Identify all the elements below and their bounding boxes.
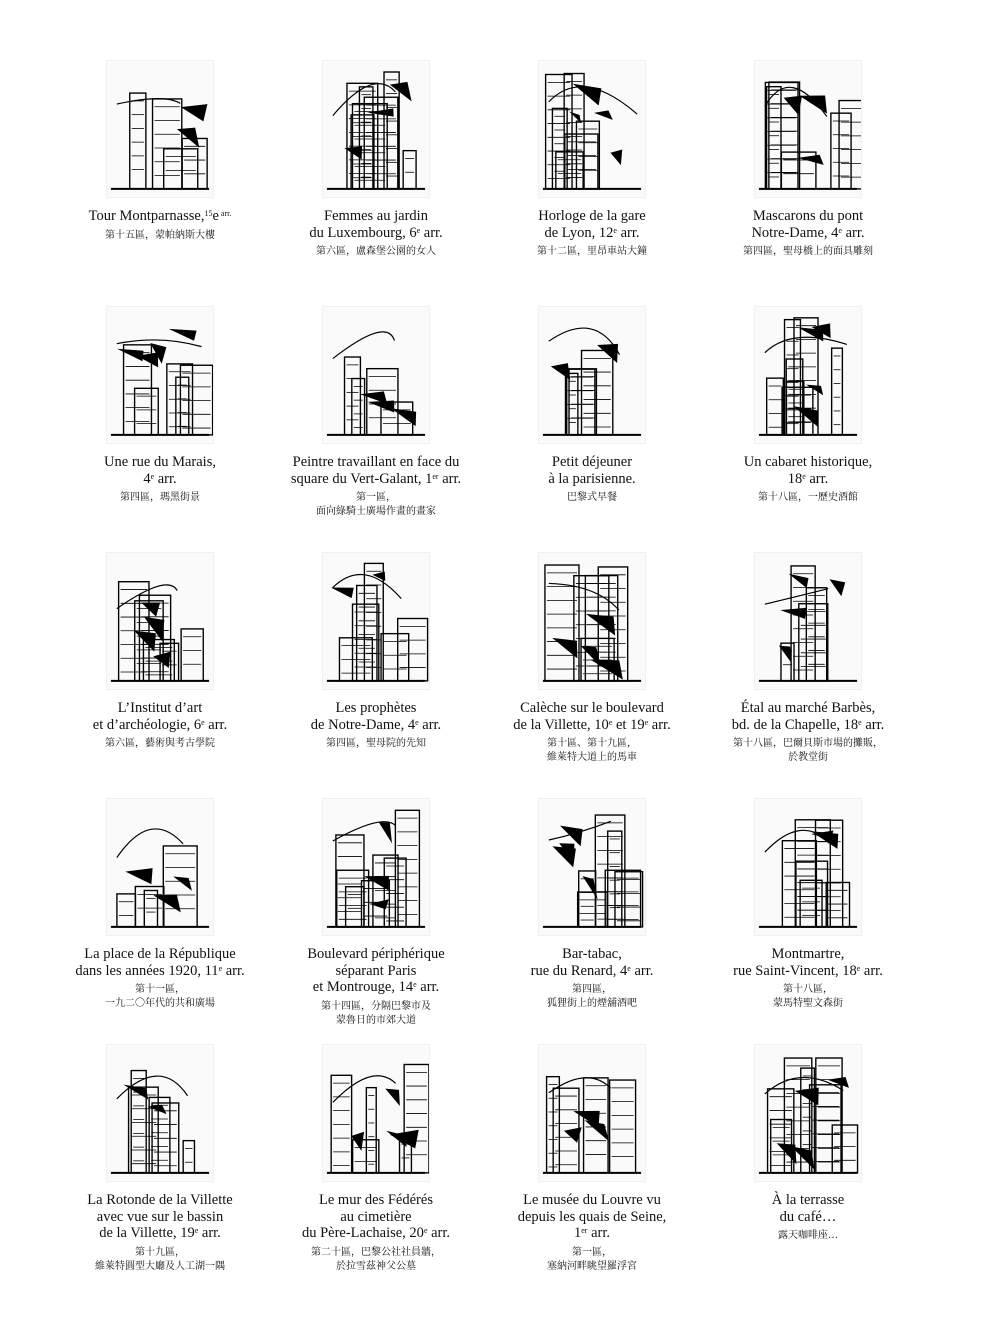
ordinal-superscript: e (201, 717, 205, 727)
chinese-caption: 第四區，聖母院的先知 (326, 738, 426, 749)
caption-text: arr. (630, 962, 654, 979)
chinese-caption: 第四區，瑪黑街景 (120, 492, 200, 503)
caption-card (268, 60, 484, 306)
ordinal-superscript: e (613, 225, 617, 235)
caption-text: arr. (204, 716, 228, 733)
french-caption (302, 1192, 450, 1242)
ordinal-superscript: e (413, 980, 417, 989)
french-caption (291, 454, 461, 487)
caption-card (700, 60, 916, 306)
caption-text: arr. (805, 470, 829, 487)
caption-text: arr. (198, 1225, 221, 1241)
ordinal-superscript: e (856, 963, 861, 973)
ordinal-superscript: e (627, 963, 631, 973)
french-caption (307, 946, 444, 996)
bar-tabac-illustration (538, 798, 646, 936)
ordinal-superscript: e (416, 225, 421, 235)
painter-illustration (322, 306, 430, 444)
ordinal-superscript: er (432, 471, 439, 481)
ordinal-superscript: e (608, 717, 613, 727)
caption-text: La place de la République dans les années 1920, 11 (75, 946, 236, 979)
caption-text: arr. (416, 979, 440, 995)
french-caption (309, 208, 442, 241)
caption-text: et 19 (612, 716, 645, 733)
caption-text: arr. (616, 224, 640, 241)
caption-text: Une rue du Marais, 4 (104, 454, 216, 487)
french-caption (75, 946, 244, 979)
caption-text: Femmes au jardin du Luxembourg, 6 (309, 208, 428, 241)
chinese-caption: 第十二區，里昂車站大鐘 (537, 246, 647, 257)
ordinal-superscript: e (150, 471, 155, 481)
chinese-caption: 第十八區，巴爾貝斯市場的攤販， 於教堂街 (733, 738, 883, 763)
caption-text: L’Institut d’art et d’archéologie, 6 (92, 700, 203, 733)
caption-text: Montmartre, rue Saint-Vincent, 18 (733, 946, 857, 979)
french-caption (87, 1192, 232, 1242)
caption-text: Mascarons du pont Notre-Dame, 4 (751, 208, 864, 241)
illustration-grid (52, 60, 916, 1290)
caption-text: Calèche sur le boulevard de la Villette, 10 (513, 700, 664, 733)
caption-text: arr. (841, 224, 865, 241)
republique-illustration (106, 798, 214, 936)
prophets-illustration (322, 552, 430, 690)
garden-women-illustration (322, 60, 430, 198)
french-caption (751, 208, 864, 241)
carriage-illustration (538, 552, 646, 690)
terrace-illustration (754, 1044, 862, 1182)
chinese-caption: 第十九區， 維萊特圓型大廳及人工湖一隅 (95, 1246, 225, 1272)
french-caption (772, 1192, 844, 1225)
caption-text: arr. (427, 1225, 451, 1241)
ordinal-superscript: e (218, 963, 223, 973)
louvre-illustration (538, 1044, 646, 1182)
caption-text: arr. (222, 962, 245, 979)
french-caption (733, 946, 883, 979)
ordinal-superscript: er (581, 1226, 588, 1235)
caption-text: Bar-tabac, rue du Renard, 4 (530, 946, 628, 979)
chinese-caption: 第二十區，巴黎公社社員牆， 於拉雪茲神父公墓 (311, 1246, 441, 1272)
ordinal-superscript: e (858, 717, 862, 727)
institute-illustration (106, 552, 214, 690)
breakfast-illustration (538, 306, 646, 444)
french-caption (104, 454, 216, 487)
french-caption (732, 700, 885, 733)
caption-text: arr. (860, 962, 883, 979)
caption-text: Tour Montparnasse, (88, 208, 205, 224)
caption-card (484, 798, 700, 1044)
cemetery-illustration (322, 1044, 430, 1182)
chinese-caption: 第一區， 面向綠騎士廣場作畫的畫家 (316, 492, 436, 517)
market-illustration (754, 552, 862, 690)
caption-text: Boulevard périphérique séparant Paris et Montrouge, 14 (307, 946, 445, 995)
chinese-caption: 巴黎式早餐 (567, 492, 617, 503)
caption-card (700, 798, 916, 1044)
rotonde-illustration (106, 1044, 214, 1182)
caption-text: À la terrasse du café… (771, 1192, 845, 1225)
caption-text: arr. (587, 1225, 610, 1241)
caption-text: Un cabaret historique, 18 (743, 454, 873, 487)
chinese-caption: 第六區，藝術與考古學院 (105, 738, 215, 749)
french-caption (89, 208, 232, 225)
caption-text: Le mur des Fédérés au cimetière du Père-Lachaise, 20 (301, 1192, 433, 1241)
caption-card (52, 306, 268, 552)
caption-text: arr. (420, 224, 443, 241)
french-caption (531, 946, 654, 979)
caption-text: Peintre travaillant en face du square du Vert-Galant, 1 (290, 454, 460, 487)
caption-card (52, 1044, 268, 1290)
caption-card (700, 552, 916, 798)
windmill-illustration (754, 306, 862, 444)
ordinal-superscript: e (194, 1226, 199, 1235)
caption-text: e (212, 208, 219, 224)
caption-text: Le musée du Louvre vu depuis les quais de Seine, 1 (517, 1192, 667, 1241)
chinese-caption: 第四區， 狐狸街上的煙舖酒吧 (547, 984, 637, 1009)
caption-card (268, 306, 484, 552)
french-caption (744, 454, 872, 487)
ordinal-superscript: e (838, 225, 842, 235)
chinese-caption: 第四區，聖母橋上的面具雕刻 (743, 246, 873, 257)
french-caption (548, 454, 635, 487)
ordinal-superscript: e (644, 717, 649, 727)
caption-card (484, 1044, 700, 1290)
caption-text: arr. (861, 716, 885, 733)
caption-card (484, 60, 700, 306)
ordinal-superscript: arr. (218, 209, 232, 218)
caption-card (484, 552, 700, 798)
ordinal-superscript: e (802, 471, 806, 481)
chinese-caption: 第十四區，分隔巴黎市及 蒙魯日的市郊大道 (321, 1000, 431, 1026)
caption-text: arr. (648, 716, 671, 733)
caption-text: Petit déjeuner à la parisienne. (548, 454, 636, 487)
caption-text: Horloge de la gare de Lyon, 12 (538, 208, 646, 241)
caption-card (52, 798, 268, 1044)
station-clock-illustration (538, 60, 646, 198)
ordinal-superscript: e (415, 717, 419, 727)
french-caption (518, 1192, 667, 1242)
caption-text: arr. (418, 716, 442, 733)
french-caption (311, 700, 441, 733)
caption-card (52, 552, 268, 798)
caption-card (484, 306, 700, 552)
caption-card (268, 552, 484, 798)
caption-card (700, 1044, 916, 1290)
street-illustration (106, 306, 214, 444)
caption-card (268, 798, 484, 1044)
chinese-caption: 第六區，盧森堡公園的女人 (316, 246, 436, 257)
tower-illustration (106, 60, 214, 198)
ordinal-superscript: e (423, 1226, 428, 1235)
chinese-caption: 第十八區，一歷史酒館 (758, 492, 858, 503)
chinese-caption: 第十區、第十九區， 維萊特大道上的馬車 (547, 738, 637, 763)
caption-card (52, 60, 268, 306)
french-caption (513, 700, 670, 733)
boulevard-illustration (322, 798, 430, 936)
caption-card (700, 306, 916, 552)
caption-text: Étal au marché Barbès, bd. de la Chapelle, 18 (731, 700, 876, 733)
caption-text: arr. (438, 470, 462, 487)
chinese-caption: 第一區， 塞納河畔眺望羅浮宮 (547, 1246, 637, 1272)
french-caption (93, 700, 227, 733)
chinese-caption: 第十五區，蒙帕納斯大樓 (105, 229, 215, 241)
caption-text: arr. (154, 470, 177, 487)
caption-card (268, 1044, 484, 1290)
chinese-caption: 第十八區， 蒙馬特聖文森街 (773, 984, 843, 1009)
ordinal-superscript: 15 (204, 209, 213, 218)
caption-text: La Rotonde de la Villette avec vue sur le bassin de la Villette, 19 (87, 1192, 233, 1241)
french-caption (538, 208, 646, 241)
chinese-caption: 第十一區， 一九二〇年代的共和廣場 (105, 984, 215, 1009)
montmartre-illustration (754, 798, 862, 936)
caption-text: Les prophètes de Notre-Dame, 4 (310, 700, 417, 733)
mascaron-illustration (754, 60, 862, 198)
chinese-caption: 露天咖啡座… (778, 1230, 838, 1241)
